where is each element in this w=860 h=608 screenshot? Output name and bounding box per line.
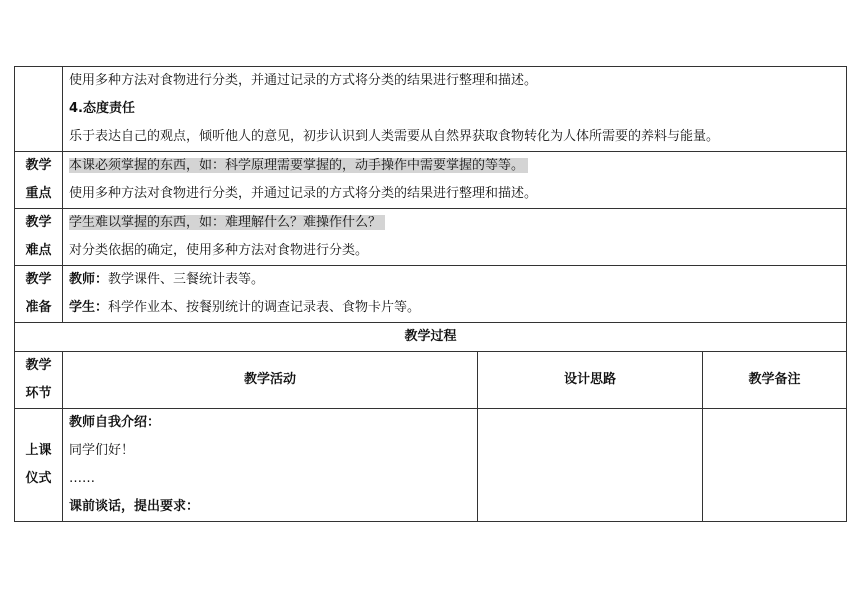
preparation-label: 教学 准备	[15, 266, 63, 323]
ceremony-notes	[703, 409, 847, 522]
ceremony-design	[478, 409, 703, 522]
activity-column-header: 教学活动	[63, 352, 478, 409]
key-points-hint: 本课必须掌握的东西，如：科学原理需要掌握的，动手操作中需要掌握的等等。	[69, 158, 528, 173]
difficulties-row	[15, 209, 847, 266]
goals-continuation-row	[15, 67, 847, 152]
stage-column-header: 教学 环节	[15, 352, 63, 409]
process-title: 教学过程	[15, 323, 847, 352]
difficulties-text: 对分类依据的确定，使用多种方法对食物进行分类。	[69, 243, 369, 258]
key-points-label: 教学 重点	[15, 152, 63, 209]
greeting-text: 同学们好！	[69, 443, 135, 458]
difficulties-hint: 学生难以掌握的东西，如：难理解什么？难操作什么？	[69, 215, 385, 230]
teacher-prep: 教师：教学课件、三餐统计表等。	[69, 272, 265, 287]
ceremony-label: 上课 仪式	[15, 409, 63, 522]
ellipsis-text: ……	[69, 471, 95, 486]
design-column-header: 设计思路	[478, 352, 703, 409]
student-prep: 学生：科学作业本、按餐别统计的调查记录表、食物卡片等。	[69, 300, 421, 315]
ceremony-activity	[63, 409, 478, 522]
notes-column-header: 教学备注	[703, 352, 847, 409]
ceremony-row	[15, 409, 847, 522]
key-points-content	[63, 152, 847, 209]
intro-heading: 教师自我介绍：	[69, 415, 161, 430]
lesson-plan-table	[14, 66, 847, 522]
pre-class-talk: 课前谈话，提出要求：	[69, 499, 200, 514]
goals-line-1: 使用多种方法对食物进行分类，并通过记录的方式将分类的结果进行整理和描述。	[69, 73, 538, 88]
preparation-content	[63, 266, 847, 323]
process-title-row	[15, 323, 847, 352]
key-points-row	[15, 152, 847, 209]
preparation-row	[15, 266, 847, 323]
process-header-row	[15, 352, 847, 409]
goals-content-cell	[63, 67, 847, 152]
attitude-text: 乐于表达自己的观点，倾听他人的意见，初步认识到人类需要从自然界获取食物转化为人体所需要的养料与能量。	[69, 129, 720, 144]
difficulties-content	[63, 209, 847, 266]
attitude-heading: 4.态度责任	[69, 101, 135, 116]
difficulties-label: 教学 难点	[15, 209, 63, 266]
goals-label-cell	[15, 67, 63, 152]
key-points-text: 使用多种方法对食物进行分类，并通过记录的方式将分类的结果进行整理和描述。	[69, 186, 538, 201]
